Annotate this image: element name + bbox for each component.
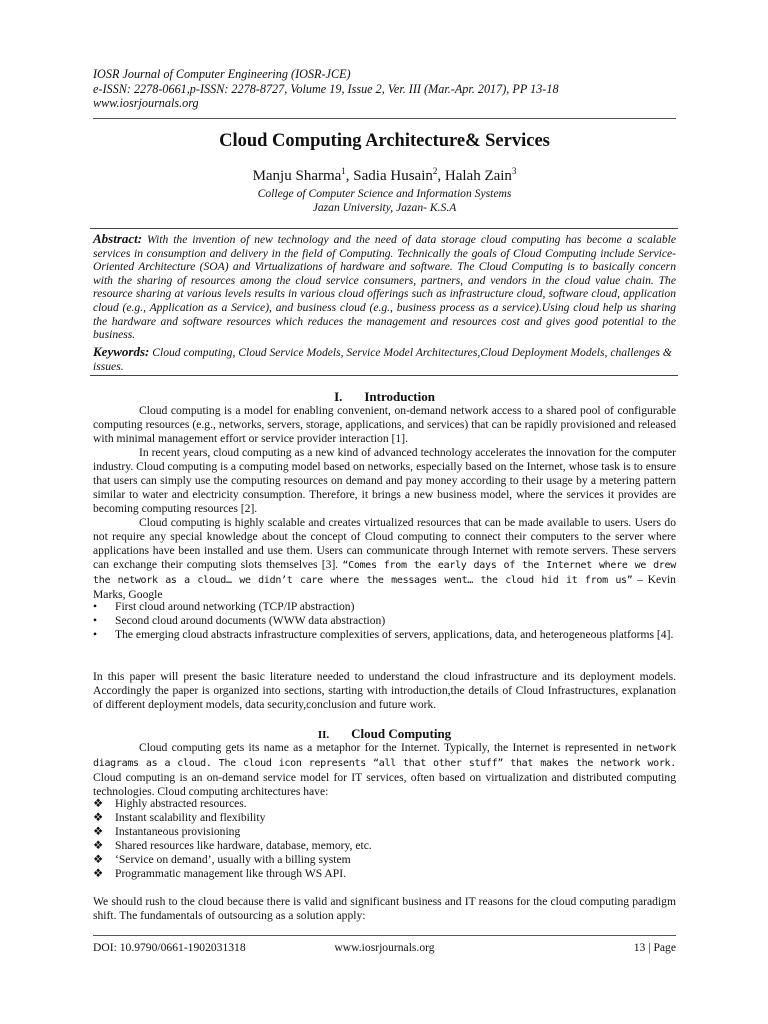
list-item-text: ‘Service on demand’, usually with a billing system <box>115 853 351 867</box>
list-item-text: First cloud around networking (TCP/IP abstraction) <box>115 600 355 613</box>
cloud-evolution-list <box>93 600 676 642</box>
list-item <box>93 853 676 867</box>
list-item <box>93 825 676 839</box>
diamond-bullet-icon: ❖ <box>93 867 104 881</box>
kevin-marks-quote: “Comes from the early days of the Internet where we drew the network as a cloud… we didn’t care where the messages went… the cloud hid it from us” <box>93 560 676 587</box>
list-item-text: Shared resources like hardware, database, memory, etc. <box>115 839 372 853</box>
list-item <box>93 797 676 811</box>
journal-website: www.iosrjournals.org <box>93 96 199 110</box>
section-title: Introduction <box>364 389 435 404</box>
list-item <box>93 811 676 825</box>
diamond-bullet-icon: ❖ <box>93 853 104 867</box>
intro-paragraph-2: In recent years, cloud computing as a new kind of advanced technology accelerates the innovation for the computer industry. Cloud computing is a computing model based on networks, especially based on the Internet, whose task is to ensure that users can simply use the computing resources on demand and pay money according to their usage by a metering pattern similar to water and electricity consumption. Therefore, it brings a new business model, where the services it provides are becoming computing resources [2]. <box>93 446 676 516</box>
list-item <box>93 867 676 881</box>
list-item <box>93 839 676 853</box>
journal-name: IOSR Journal of Computer Engineering (IOSR-JCE) <box>93 67 351 81</box>
author-name: Manju Sharma <box>252 168 342 184</box>
author-name: Sadia Husain <box>353 168 433 184</box>
diamond-bullet-icon: ❖ <box>93 797 104 810</box>
list-item-text: Highly abstracted resources. <box>115 797 247 810</box>
cloud-paragraph-1-start: Cloud computing gets its name as a metaphor for the Internet. Typically, the Internet is represented in <box>139 741 632 754</box>
author-affiliation-mark: 2 <box>432 166 438 176</box>
bullet-icon: • <box>93 628 98 642</box>
diamond-bullet-icon: ❖ <box>93 811 104 825</box>
intro-paragraph-1: Cloud computing is a model for enabling convenient, on-demand network access to a shared pool of configurable computing resources (e.g., networks, servers, storage, applications, and services) that can be rapidly provisioned and released with minimal management effort or service provider interaction [1]. <box>93 404 676 446</box>
abstract-text: With the invention of new technology and the need of data storage cloud computing has become a scalable services in consumption and delivery in the field of Computing. Technically the goals of Cloud Computing include Service-Oriented Architecture (SOA) and Virtualizations of hardware and software. The Cloud Computing is to basically concern with the sharing of resources among the cloud service consumers, partners, and vendors in the cloud value chain. The resource sharing at various levels results in various cloud offerings such as infrastructure cloud, software cloud, application cloud (e.g., Application as a Service), and business cloud (e.g., business process as a service).Using cloud help us sharing the hardware and software resources which reduces the management and resources cost and gives good potential to the business. <box>93 233 676 342</box>
section-heading-cloud-computing <box>93 726 676 742</box>
list-item-text: The emerging cloud abstracts infrastructure complexities of servers, applications, data, and heterogeneous platforms [4]. <box>115 628 674 642</box>
affiliation-college: College of Computer Science and Information Systems <box>257 187 512 200</box>
list-item <box>93 600 676 614</box>
cloud-paragraph-2: We should rush to the cloud because there is valid and significant business and IT reasons for the cloud computing paradigm shift. The fundamentals of outsourcing as a solution apply: <box>93 895 676 923</box>
affiliation-university: Jazan University, Jazan- K.S.A <box>312 200 457 214</box>
page-number: 13 | Page <box>633 941 676 954</box>
author-separator: , <box>345 168 354 184</box>
quote-attribution: – Kevin Marks, Google <box>93 573 676 602</box>
section-title: Cloud Computing <box>351 726 452 741</box>
author-affiliation-mark: 3 <box>511 166 517 176</box>
section-number: I. <box>334 389 343 404</box>
section-heading-introduction <box>93 389 676 405</box>
paper-title: Cloud Computing Architecture& Services <box>219 131 550 151</box>
intro-paragraph-4: In this paper will present the basic literature needed to understand the cloud infrastructure and its deployment models. Accordingly the paper is organized into sections, starting with introduction,the details of Cloud Infrastructures, explanation of different deployment models, data security,conclusion and future work. <box>93 670 676 712</box>
bullet-icon: • <box>93 600 98 613</box>
journal-issn: e-ISSN: 2278-0661,p-ISSN: 2278-8727, Volume 19, Issue 2, Ver. III (Mar.-Apr. 2017), PP 13-18 <box>93 81 559 96</box>
list-item <box>93 628 676 642</box>
list-item-text: Programmatic management like through WS API. <box>115 867 346 881</box>
list-item-text: Instant scalability and flexibility <box>115 811 266 825</box>
cloud-paragraph-1-end: Cloud computing is an on-demand service model for IT services, often based on virtualization and distributed computing technologies. Cloud computing architectures have: <box>93 771 676 799</box>
list-item <box>93 614 676 628</box>
journal-header <box>93 67 693 111</box>
bullet-icon: • <box>93 614 98 628</box>
intro-paragraph-3 <box>93 516 676 603</box>
footer-doi: DOI: 10.9790/0661-1902031318 <box>93 941 246 954</box>
footer-divider <box>93 935 676 936</box>
author-affiliation-mark: 1 <box>341 166 346 176</box>
section-number: II. <box>317 729 330 741</box>
keywords-label: Keywords: <box>93 344 150 359</box>
affiliation <box>93 187 676 214</box>
keywords-text: Cloud computing, Cloud Service Models, Service Model Architectures,Cloud Deployment Models, challenges & issues. <box>93 346 672 373</box>
abstract-label: Abstract: <box>93 231 143 246</box>
cloud-metaphor-quote: network diagrams as a cloud. The cloud icon represents “all that other stuff” that makes the network work. <box>93 743 676 770</box>
author-list <box>93 166 676 185</box>
diamond-bullet-icon: ❖ <box>93 825 104 839</box>
author-separator: , <box>437 168 445 184</box>
architecture-features-list <box>93 797 676 882</box>
header-divider <box>93 118 676 119</box>
list-item-text: Instantaneous provisioning <box>115 825 241 839</box>
footer-website: www.iosrjournals.org <box>334 941 435 954</box>
list-item-text: Second cloud around documents (WWW data abstraction) <box>115 614 386 628</box>
diamond-bullet-icon: ❖ <box>93 839 104 853</box>
abstract <box>93 232 676 342</box>
cloud-paragraph-1 <box>93 741 676 799</box>
keywords <box>93 345 676 373</box>
intro-paragraph-3-text: Cloud computing is highly scalable and creates virtualized resources that can be made available to users. Users do not require any special knowledge about the concept of Cloud computing to connect their computers to the server where applications have been installed and use them. Users can communicate through Internet with remote servers. These servers can exchange their computing slots themselves [3]. <box>93 516 676 572</box>
author-name: Halah Zain <box>444 168 512 184</box>
